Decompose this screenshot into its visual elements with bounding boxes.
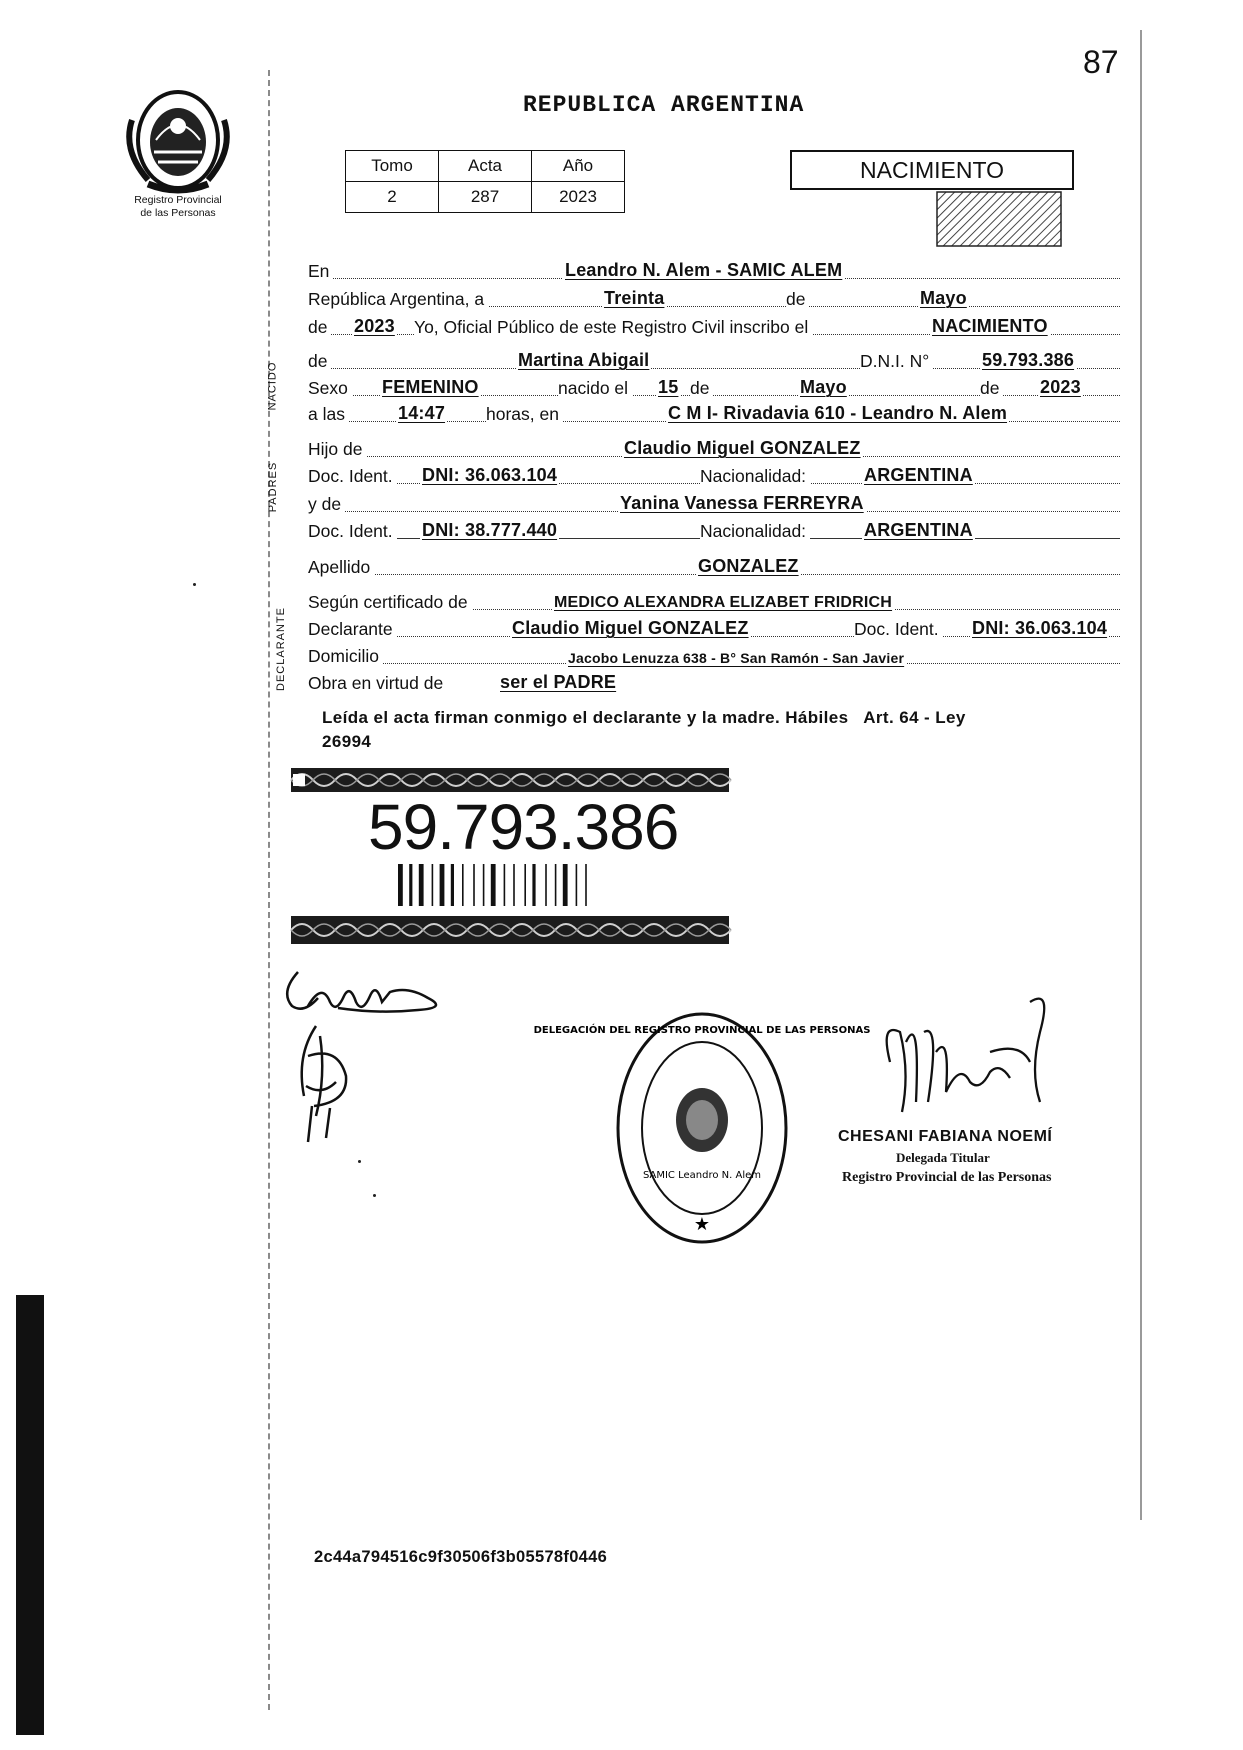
signatory-name: CHESANI FABIANA NOEMÍ [838, 1128, 1053, 1145]
de-label: de [786, 289, 809, 310]
barcode-bar [483, 864, 485, 906]
nac-label: Nacionalidad: [700, 466, 810, 487]
record-header-tomo: Tomo [346, 151, 439, 182]
en-value: Leandro N. Alem - SAMIC ALEM [565, 260, 843, 280]
barcode-bar [555, 864, 557, 906]
record-value-tomo: 2 [346, 182, 439, 213]
barcode-bar [451, 864, 454, 906]
yde-label: y de [308, 494, 345, 515]
form-line-republica [308, 278, 1120, 307]
barcode-bar [398, 864, 403, 906]
horas-label: horas, en [486, 404, 563, 425]
delegation-seal [533, 1008, 871, 1248]
barcode-bar [473, 864, 475, 906]
declarant-name-value: Claudio Miguel GONZALEZ [512, 618, 749, 638]
side-label-nacido: NACIDO [266, 361, 279, 411]
birth-year-value: 2023 [1040, 377, 1081, 397]
barcode-bar [440, 864, 445, 906]
form-line-apellido [308, 546, 1120, 575]
barcode-bar [432, 864, 434, 906]
barcode-bar [576, 864, 578, 906]
oficial-text: Yo, Oficial Público de este Registro Civil inscribo el [414, 317, 812, 338]
scan-speck [373, 1194, 376, 1197]
seal-outer-text: DELEGACIÓN DEL REGISTRO PROVINCIAL DE LAS PERSONAS [533, 1025, 871, 1036]
child-name-value: Martina Abigail [518, 350, 650, 370]
declarant-doc-value: DNI: 36.063.104 [972, 618, 1108, 638]
form-line-oficial [308, 306, 1120, 335]
security-pattern-bar-bottom [291, 916, 729, 944]
father-name-value: Claudio Miguel GONZALEZ [624, 438, 861, 458]
day-words-value: Treinta [604, 288, 665, 308]
signatory-role: Delegada Titular [896, 1150, 990, 1165]
sexo-label: Sexo [308, 378, 352, 399]
record-table [345, 150, 625, 213]
certificate-by-value: MEDICO ALEXANDRA ELIZABET FRIDRICH [554, 594, 893, 611]
nac2-label: Nacionalidad: [700, 521, 810, 542]
registry-label-line1: Registro Provincial [134, 194, 222, 206]
barcode-bar [462, 864, 464, 906]
barcode-bar [513, 864, 515, 906]
birth-day-value: 15 [658, 377, 679, 397]
surname-value: GONZALEZ [698, 556, 799, 576]
signatory-registry: Registro Provincial de las Personas [842, 1170, 1052, 1185]
form-line-time-place [308, 393, 1120, 422]
scan-speck [193, 583, 196, 586]
dni-barcode [398, 864, 638, 906]
svg-text:★: ★ [693, 1214, 711, 1235]
page-number: 87 [1083, 44, 1119, 80]
scan-speck [358, 1160, 361, 1163]
obra-value: ser el PADRE [500, 672, 617, 692]
form-line-hijo [308, 428, 1120, 457]
nacido-label: nacido el [558, 378, 632, 399]
closing-text-line2: 26994 [322, 732, 372, 751]
barcode-bar [491, 864, 496, 906]
obra-label: Obra en virtud de [308, 673, 447, 694]
birth-time-value: 14:47 [398, 403, 446, 423]
year-value: 2023 [354, 316, 395, 336]
form-line-segun [308, 581, 1120, 610]
record-value-anio: 2023 [532, 182, 625, 213]
record-type-box: NACIMIENTO [790, 150, 1074, 190]
form-line-obra [308, 662, 1120, 693]
form-line-mother-doc [308, 510, 1120, 539]
seal-inner-text: SAMIC Leandro N. Alem [642, 1170, 762, 1181]
doc-label: Doc. Ident. [308, 466, 397, 487]
barcode-bar [524, 864, 526, 906]
alas-label: a las [308, 404, 349, 425]
document-title: REPUBLICA ARGENTINA [523, 92, 805, 118]
form-line-sexo [308, 367, 1120, 396]
left-margin-divider [268, 70, 270, 1710]
mother-name-value: Yanina Vanessa FERREYRA [620, 493, 864, 513]
event-value: NACIMIENTO [932, 316, 1048, 336]
dni-number-display: 59.793.386 [368, 791, 679, 863]
official-signature [880, 992, 1060, 1142]
de3-label: de [308, 351, 331, 372]
child-dni-value: 59.793.386 [982, 350, 1075, 370]
de2-label: de [308, 317, 331, 338]
doc3-label: Doc. Ident. [854, 619, 943, 640]
registry-label [98, 194, 258, 220]
de5-label: de [980, 378, 1003, 399]
form-line-mother [308, 483, 1120, 512]
barcode-bar [409, 864, 412, 906]
form-line-father-doc [308, 455, 1120, 484]
doc2-label: Doc. Ident. [308, 521, 397, 542]
barcode-bar [585, 864, 587, 906]
right-page-border [1140, 30, 1142, 1520]
record-table-header-row [346, 151, 625, 182]
document-hash: 2c44a794516c9f30506f3b05578f0446 [314, 1548, 608, 1566]
dni-label: D.N.I. N° [860, 351, 933, 372]
security-pattern-bar-top [291, 768, 729, 792]
father-nationality-value: ARGENTINA [864, 465, 973, 485]
barcode-bar [532, 864, 535, 906]
side-label-declarante: DECLARANTE [274, 607, 287, 691]
republica-label: República Argentina, a [308, 289, 488, 310]
closing-text [322, 706, 1142, 754]
declarant-signature [278, 962, 458, 1022]
form-line-declarante [308, 608, 1120, 637]
registry-label-line2: de las Personas [140, 207, 216, 219]
mother-nationality-value: ARGENTINA [864, 520, 973, 540]
barcode-bar [419, 864, 424, 906]
de4-label: de [690, 378, 713, 399]
record-table-value-row [346, 182, 625, 213]
apellido-label: Apellido [308, 557, 374, 578]
barcode-bar [545, 864, 547, 906]
birth-month-value: Mayo [800, 377, 847, 397]
security-stamp [937, 192, 1061, 246]
side-label-padres: PADRES [267, 461, 280, 513]
record-header-anio: Año [532, 151, 625, 182]
mother-signature [286, 1016, 366, 1146]
misiones-coat-of-arms-logo [118, 80, 238, 195]
form-line-child [308, 340, 1120, 369]
form-line-domicilio [308, 635, 1120, 664]
form-line-en [308, 250, 1120, 279]
birth-place-value: C M I- Rivadavia 610 - Leandro N. Alem [668, 403, 1008, 423]
sexo-value: FEMENINO [382, 377, 479, 397]
mother-doc-value: DNI: 38.777.440 [422, 520, 558, 540]
record-header-acta: Acta [439, 151, 532, 182]
month-value: Mayo [920, 288, 967, 308]
barcode-bar [563, 864, 568, 906]
barcode-bar [504, 864, 506, 906]
en-label: En [308, 261, 333, 282]
declarante-label: Declarante [308, 619, 397, 640]
address-value: Jacobo Lenuzza 638 - B° San Ramón - San Javier [568, 650, 905, 666]
domicilio-label: Domicilio [308, 646, 383, 667]
father-doc-value: DNI: 36.063.104 [422, 465, 558, 485]
closing-text-line1: Leída el acta firman conmigo el declarante y la madre. Hábiles Art. 64 - Ley [322, 708, 966, 727]
record-value-acta: 287 [439, 182, 532, 213]
hijo-label: Hijo de [308, 439, 366, 460]
scan-edge-bar [16, 1295, 44, 1735]
segun-label: Según certificado de [308, 592, 472, 613]
